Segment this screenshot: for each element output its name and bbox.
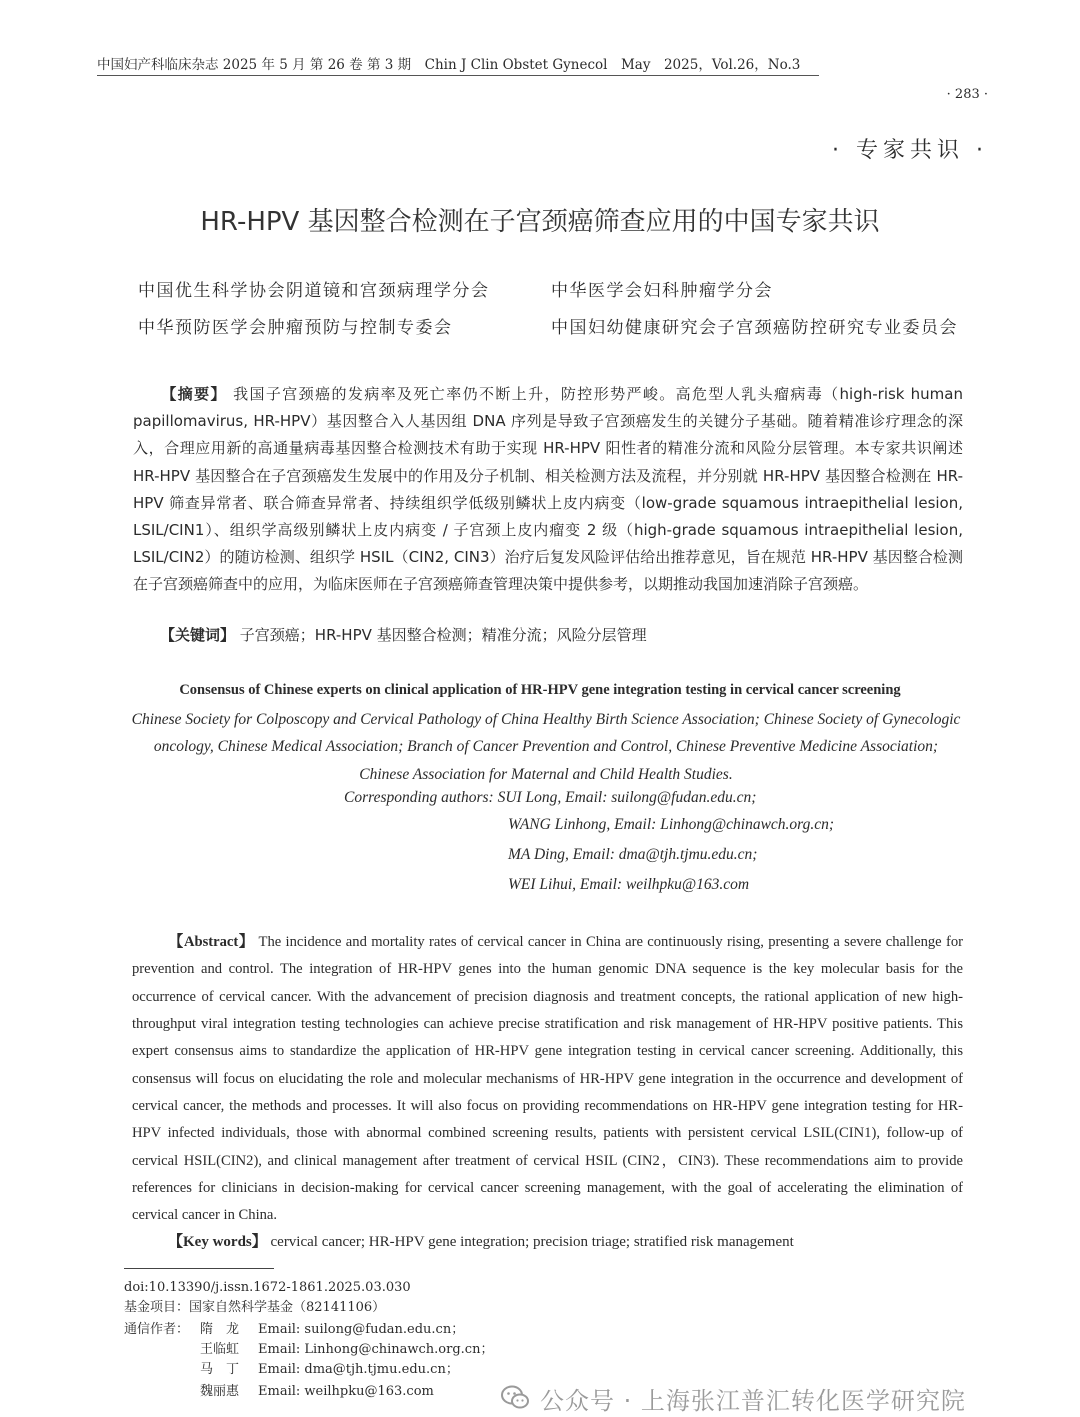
footnote-author-email: Email: suilong@fudan.edu.cn； [258,1322,465,1337]
watermark-text: 公众号 · 上海张江普汇转化医学研究院 [540,1386,966,1415]
footnote-correspondence-label: 通信作者： [124,1322,190,1337]
english-title: Consensus of Chinese experts on clinical application of HR-HPV gene integration testing in cervical cancer screening [179,682,901,698]
running-header: 中国妇产科临床杂志 2025 年 5 月 第 26 卷 第 3 期 Chin J Clin Obstet Gynecol May 2025，Vol.26，No.3 [97,56,819,76]
chinese-abstract-label: 【摘要】 [160,385,227,403]
footnote-author-email: Email: Linhong@chinawch.org.cn； [258,1342,494,1357]
organization-3: 中华预防医学会肿瘤预防与控制专委会 [138,318,453,338]
article-title: HR-HPV 基因整合检测在子宫颈癌筛查应用的中国专家共识 [200,207,880,237]
chinese-keywords-label: 【关键词】 [160,626,236,644]
chinese-keywords-text: 子宫颈癌；HR-HPV 基因整合检测；精准分流；风险分层管理 [239,626,647,644]
footnote-author-name: 马 丁 [200,1362,240,1377]
english-keywords-text: cervical cancer; HR-HPV gene integration; precision triage; stratified risk management [270,1234,794,1250]
chinese-abstract [133,381,963,599]
footnote-author-email: Email: weilhpku@163.com [258,1384,434,1399]
english-abstract-label: 【Abstract】 [168,934,255,950]
corresponding-author-1: Corresponding authors: SUI Long, Email: suilong@fudan.edu.cn; [344,789,757,806]
english-keywords [168,1230,794,1251]
footnote-author-email: Email: dma@tjh.tjmu.edu.cn； [258,1362,459,1377]
corresponding-author-2: WANG Linhong, Email: Linhong@chinawch.org.cn; [508,816,835,833]
footnote-author-name: 隋 龙 [200,1322,240,1337]
footnote-divider [124,1268,274,1269]
footnote-author-name: 王临虹 [200,1342,240,1357]
organization-1: 中国优生科学协会阴道镜和宫颈病理学分会 [138,281,490,301]
section-label: · 专家共识 · [832,138,988,163]
corresponding-author-3: MA Ding, Email: dma@tjh.tjmu.edu.cn; [508,846,758,863]
english-abstract [132,929,963,1230]
organization-4: 中国妇幼健康研究会子宫颈癌防控研究专业委员会 [551,318,958,338]
footnote-fund: 基金项目：国家自然科学基金（82141106） [124,1300,386,1315]
english-affiliations: Chinese Society for Colposcopy and Cervical Pathology of China Healthy Birth Science Association; Chinese Society of Gynecologic oncology, Chinese Medical Association; Branch of Cancer Prevention and Control, Chinese Preventive Medicine Association; Chinese Association for Maternal and Child Health Studies. [131,711,961,783]
english-abstract-text: The incidence and mortality rates of cervical cancer in China are continuously rising, presenting a severe challenge for prevention and control. The integration of HR-HPV genes into the human genomic DNA sequence is the key molecular basis for the occurrence of cervical cancer. With the advancement of precision diagnosis and treatment concepts, the rational application of new high-throughput viral integration testing technologies can achieve precise stratification and risk management of HR-HPV positive patients. This expert consensus aims to standardize the application of HR-HPV gene integration testing in cervical cancer screening. Additionally, this consensus will focus on elucidating the role and molecular mechanisms of HR-HPV gene integration in the occurrence and development of cervical cancer, the methods and processes. It will also focus on providing recommendations on HR-HPV gene integration testing for HR-HPV infected individuals, those with abnormal combined screening results, patients with persistent cervical LSIL(CIN1), follow-up of cervical HSIL(CIN2), and clinical management after treatment of cervical HSIL (CIN2，CIN3). These recommendations aim to provide references for clinicians in decision-making for cervical cancer screening management, with the goal of accelerating the elimination of cervical cancer in China. [132,934,963,1224]
watermark [500,1380,966,1416]
chinese-abstract-text: 我国子宫颈癌的发病率及死亡率仍不断上升，防控形势严峻。高危型人乳头瘤病毒（high-risk human papillomavirus, HR-HPV）基因整合入人基因组 DNA 序列是导致子宫颈癌发生的关键分子基础。随着精准诊疗理念的深入，合理应用新的高通量病毒基因整合检测技术有助于实现 HR-HPV 阳性者的精准分流和风险分层管理。本专家共识阐述 HR-HPV 基因整合在子宫颈癌发生发展中的作用及分子机制、相关检测方法及流程，并分别就 HR-HPV 基因整合检测在 HR-HPV 筛查异常者、联合筛查异常者、持续组织学低级别鳞状上皮内病变（low-grade squamous intraepithelial lesion, LSIL/CIN1）、组织学高级别鳞状上皮内病变 / 子宫颈上皮内瘤变 2 级（high-grade squamous intraepithelial lesion, LSIL/CIN2）的随访检测、组织学 HSIL（CIN2, CIN3）治疗后复发风险评估给出推荐意见，旨在规范 HR-HPV 基因整合检测在子宫颈癌筛查中的应用，为临床医师在子宫颈癌筛查管理决策中提供参考，以期推动我国加速消除子宫颈癌。 [133,385,963,594]
corresponding-author-4: WEI Lihui, Email: weilhpku@163.com [508,876,750,893]
wechat-icon [500,1384,530,1412]
footnote-doi: doi:10.13390/j.issn.1672-1861.2025.03.030 [124,1280,411,1295]
footnote-author-name: 魏丽惠 [200,1384,240,1399]
organization-2: 中华医学会妇科肿瘤学分会 [551,281,773,301]
chinese-keywords [160,624,647,645]
english-keywords-label: 【Key words】 [168,1234,267,1250]
page-number: · 283 · [946,87,988,102]
